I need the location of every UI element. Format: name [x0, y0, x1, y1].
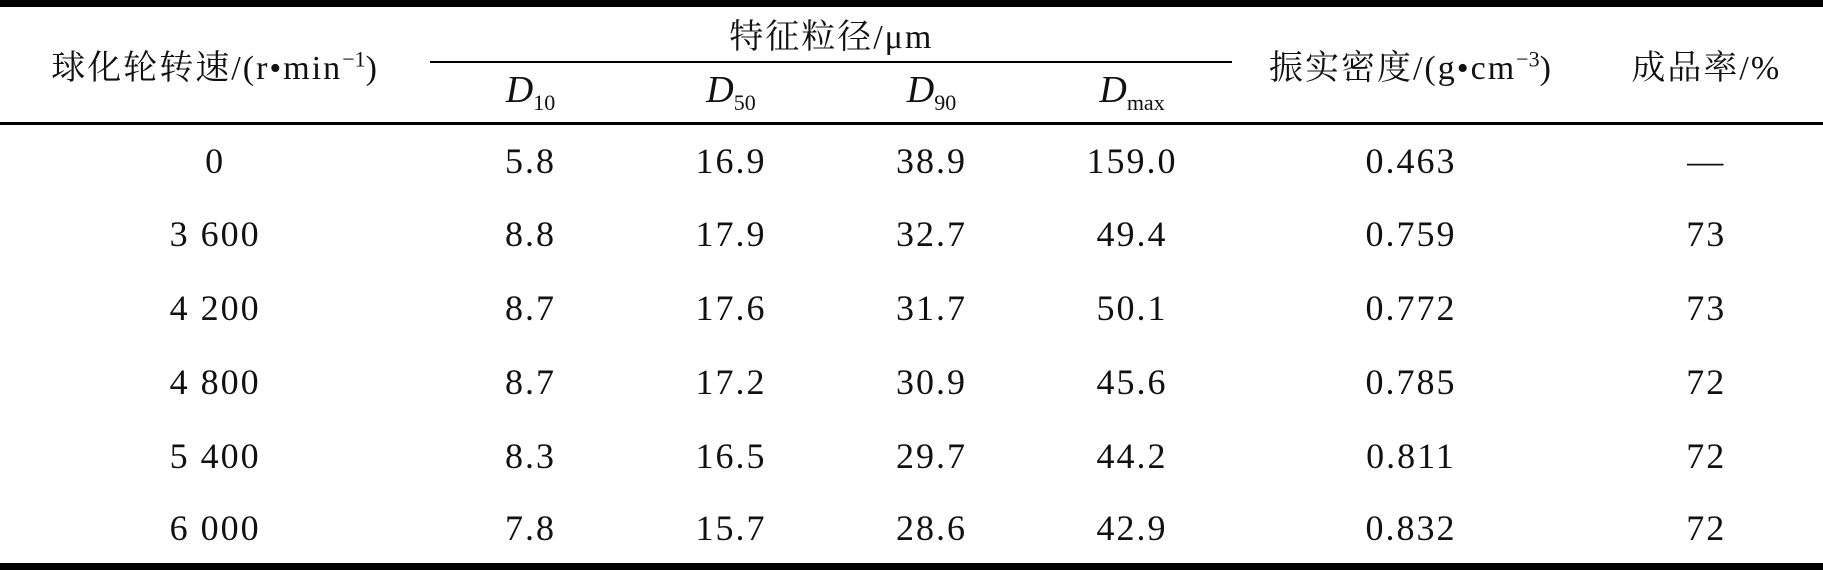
table-body [0, 124, 1823, 567]
table-cell: 72 [1686, 507, 1727, 548]
col-header-yield: 成品率/% [1590, 4, 1823, 124]
table-cell: 8.8 [504, 214, 556, 255]
col-header-d90-subscript: 90 [934, 90, 957, 116]
col-header-d50 [631, 62, 832, 124]
col-header-d10 [430, 62, 631, 124]
col-header-tap-density-exponent: −3 [1516, 46, 1540, 72]
col-header-dmax-subscript: max [1126, 90, 1165, 116]
table-cell: 45.6 [1096, 361, 1168, 402]
table-cell: 31.7 [896, 288, 968, 329]
table-row [0, 419, 1823, 493]
table-cell: 0.785 [1365, 361, 1457, 402]
table-cell: 17.2 [695, 361, 767, 402]
table-cell: 8.3 [504, 435, 556, 476]
table-cell: 50.1 [1096, 288, 1168, 329]
table-cell: 0.463 [1365, 141, 1457, 182]
col-header-d50-base: D [706, 69, 734, 112]
table-cell: 4 800 [169, 361, 261, 402]
col-header-d90 [831, 62, 1032, 124]
table-cell: 5 400 [169, 435, 261, 476]
col-header-d50-subscript: 50 [733, 90, 756, 116]
table-cell: 0.811 [1366, 435, 1456, 476]
table-row [0, 271, 1823, 345]
table-cell: 73 [1686, 214, 1727, 255]
table-row [0, 493, 1823, 567]
col-header-wheel-speed-exponent: −1 [342, 46, 366, 72]
table-cell: 16.9 [695, 141, 767, 182]
table-cell: 32.7 [896, 214, 968, 255]
table-cell: 5.8 [504, 141, 556, 182]
table-cell: 0.832 [1365, 507, 1457, 548]
table-cell: 159.0 [1086, 141, 1178, 182]
table-cell: 8.7 [504, 288, 556, 329]
table-cell: 28.6 [896, 507, 968, 548]
col-header-dmax [1032, 62, 1233, 124]
table-cell: 29.7 [896, 435, 968, 476]
col-header-wheel-speed-close: ) [365, 50, 379, 87]
table-cell: 17.6 [695, 288, 767, 329]
col-header-dmax-base: D [1099, 69, 1127, 112]
table-cell: 15.7 [695, 507, 767, 548]
table-cell: 7.8 [504, 507, 556, 548]
table-cell: 72 [1686, 361, 1727, 402]
table-cell: 3 600 [169, 214, 261, 255]
col-header-wheel-speed [0, 4, 430, 124]
table-row [0, 345, 1823, 419]
col-header-tap-density-close: ) [1539, 50, 1553, 87]
col-header-particle-size-group: 特征粒径/μm [430, 4, 1232, 62]
col-header-tap-density-text: 振实密度/(g•cm [1268, 50, 1517, 87]
table-cell: 16.5 [695, 435, 767, 476]
table-row [0, 197, 1823, 271]
table-cell: 44.2 [1096, 435, 1168, 476]
table-cell: 0.759 [1365, 214, 1457, 255]
table-cell: 8.7 [504, 361, 556, 402]
table-cell: 30.9 [896, 361, 968, 402]
table-cell: 4 200 [169, 288, 261, 329]
table-cell: 6 000 [169, 507, 261, 548]
col-header-d90-base: D [906, 69, 935, 112]
table-cell: 42.9 [1096, 507, 1168, 548]
col-header-tap-density [1232, 4, 1589, 124]
table-cell: 73 [1686, 288, 1727, 329]
table-cell: 17.9 [695, 214, 767, 255]
table-cell: 0.772 [1365, 288, 1457, 329]
col-header-d10-subscript: 10 [533, 90, 556, 116]
table-cell: 49.4 [1096, 214, 1168, 255]
col-header-wheel-speed-text: 球化轮转速/(r•min [51, 50, 343, 87]
table-cell: 38.9 [896, 141, 968, 182]
table-cell: 72 [1686, 435, 1727, 476]
table-cell: 0 [205, 141, 226, 182]
table-header [0, 4, 1823, 124]
table-row [0, 124, 1823, 198]
table-cell: — [1687, 141, 1726, 182]
col-header-d10-base: D [505, 69, 534, 112]
